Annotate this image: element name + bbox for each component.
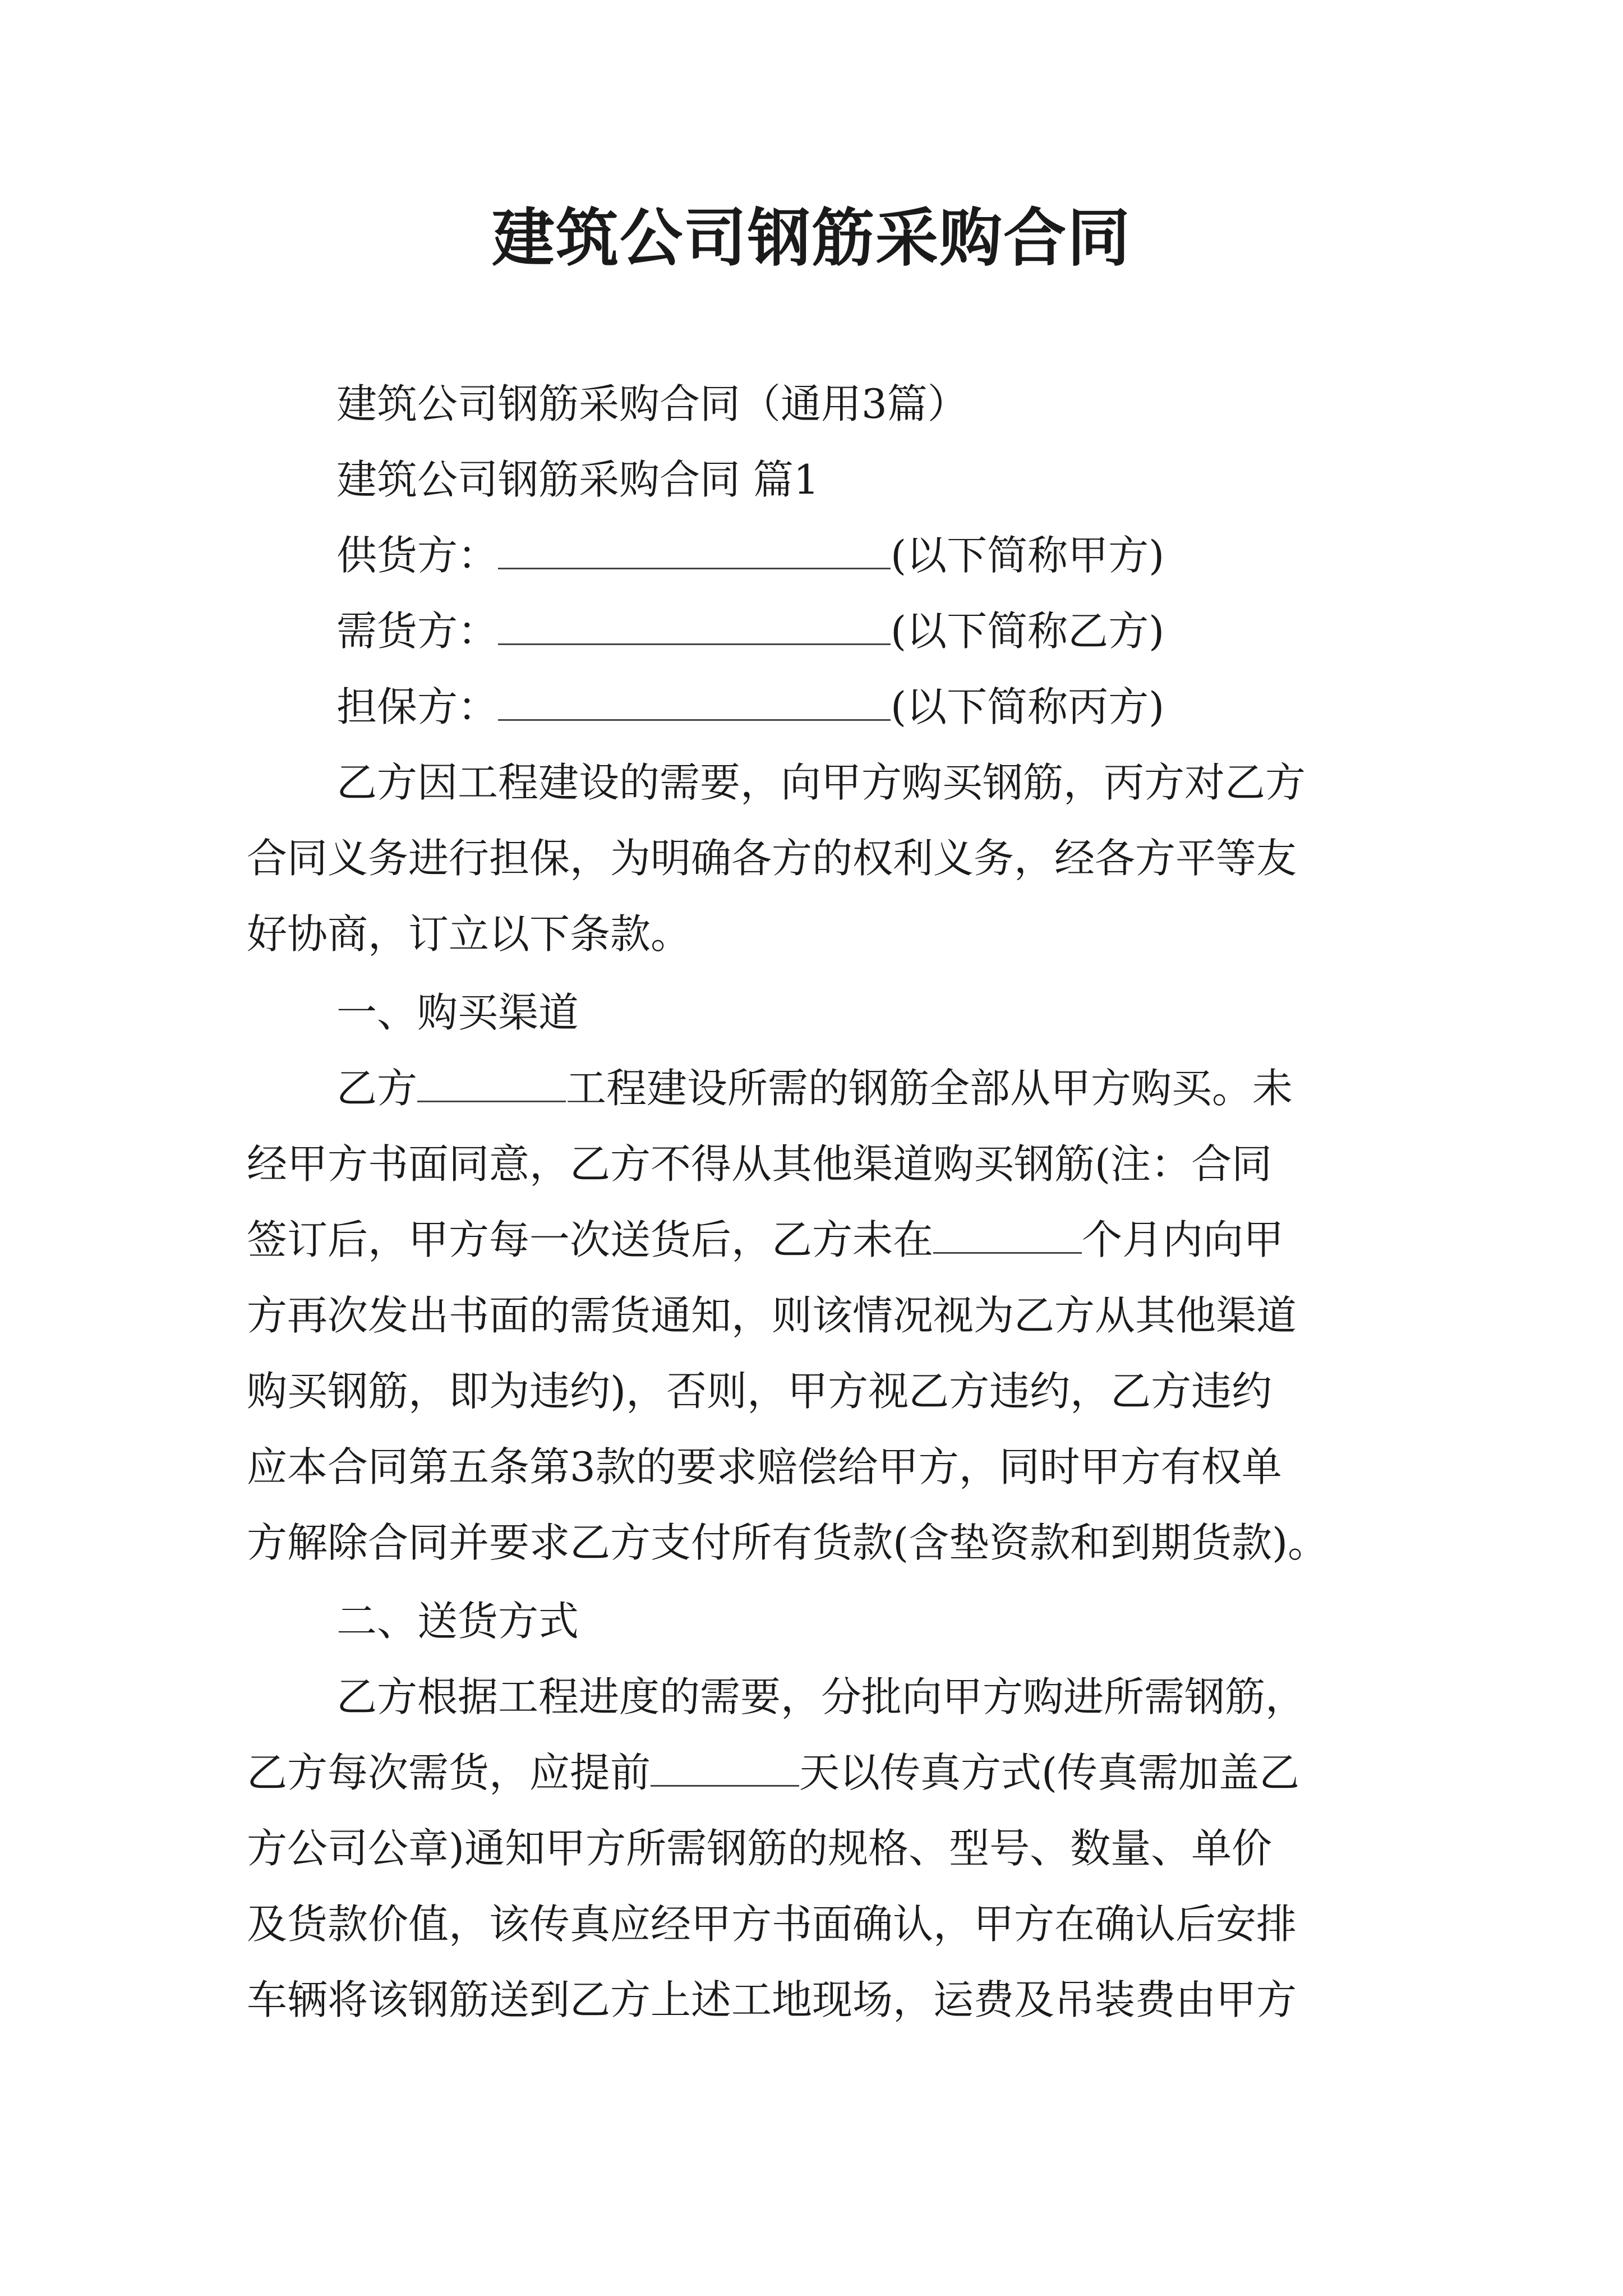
- supplier-name-blank[interactable]: [498, 533, 891, 569]
- section2-line-5: 车辆将该钢筋送到乙方上述工地现场，运费及吊装费由甲方: [247, 1976, 1297, 2023]
- section1-line-4: 方再次发出书面的需货通知，则该情况视为乙方从其他渠道: [247, 1292, 1297, 1339]
- section1-line-5: 购买钢筋，即为违约)，否则，甲方视乙方违约，乙方违约: [247, 1368, 1272, 1415]
- section1-line-3: [247, 1214, 1284, 1265]
- guarantor-name-blank[interactable]: [498, 684, 891, 721]
- party-supplier-note: (以下简称甲方): [891, 532, 1165, 579]
- days-blank[interactable]: [651, 1750, 799, 1787]
- section1-line-1-end: 工程建设所需的钢筋全部从甲方购买。未: [566, 1065, 1293, 1112]
- months-blank[interactable]: [933, 1217, 1082, 1254]
- section1-line-3-start: 签订后，甲方每一次送货后，乙方未在: [247, 1216, 934, 1263]
- section2-line-2-end: 天以传真方式(传真需加盖乙: [799, 1749, 1300, 1796]
- party-buyer-label: 需货方：: [336, 608, 499, 655]
- party-supplier-label: 供货方：: [336, 532, 499, 579]
- party-buyer: [336, 606, 1164, 656]
- section2-line-2-start: 乙方每次需货，应提前: [247, 1749, 651, 1796]
- section1-line-6: 应本合同第五条第3款的要求赔偿给甲方，同时甲方有权单: [247, 1443, 1282, 1490]
- section1-line-7: 方解除合同并要求乙方支付所有货款(含垫资款和到期货款)。: [247, 1519, 1329, 1566]
- section1-line-1: [336, 1063, 1293, 1114]
- party-guarantor-note: (以下简称丙方): [891, 683, 1165, 730]
- intro-line-2: 合同义务进行担保，为明确各方的权利义务，经各方平等友: [247, 835, 1297, 882]
- intro-line-3: 好协商，订立以下条款。: [247, 910, 691, 958]
- project-name-blank[interactable]: [417, 1066, 566, 1102]
- party-guarantor: [336, 682, 1164, 732]
- section2-line-2: [247, 1747, 1299, 1798]
- section1-line-1-start: 乙方: [336, 1065, 418, 1112]
- part-heading: 建筑公司钢筋采购合同 篇1: [336, 456, 819, 503]
- section1-heading: 一、购买渠道: [336, 989, 579, 1036]
- section2-line-3: 方公司公章)通知甲方所需钢筋的规格、型号、数量、单价: [247, 1825, 1272, 1872]
- section1-line-2: 经甲方书面同意，乙方不得从其他渠道购买钢筋(注：合同: [247, 1140, 1272, 1188]
- section2-line-4: 及货款价值，该传真应经甲方书面确认，甲方在确认后安排: [247, 1901, 1297, 1948]
- buyer-name-blank[interactable]: [498, 609, 891, 645]
- party-supplier: [336, 530, 1164, 581]
- intro-line-1: 乙方因工程建设的需要，向甲方购买钢筋，丙方对乙方: [336, 759, 1306, 806]
- section2-line-1: 乙方根据工程进度的需要，分批向甲方购进所需钢筋，: [336, 1673, 1306, 1720]
- party-buyer-note: (以下简称乙方): [891, 608, 1165, 655]
- party-guarantor-label: 担保方：: [336, 683, 499, 730]
- document-subtitle: 建筑公司钢筋采购合同（通用3篇）: [336, 380, 968, 427]
- section1-line-3-end: 个月内向甲: [1082, 1216, 1284, 1263]
- document-title: 建筑公司钢筋采购合同: [492, 201, 1131, 275]
- section2-heading: 二、送货方式: [336, 1598, 579, 1645]
